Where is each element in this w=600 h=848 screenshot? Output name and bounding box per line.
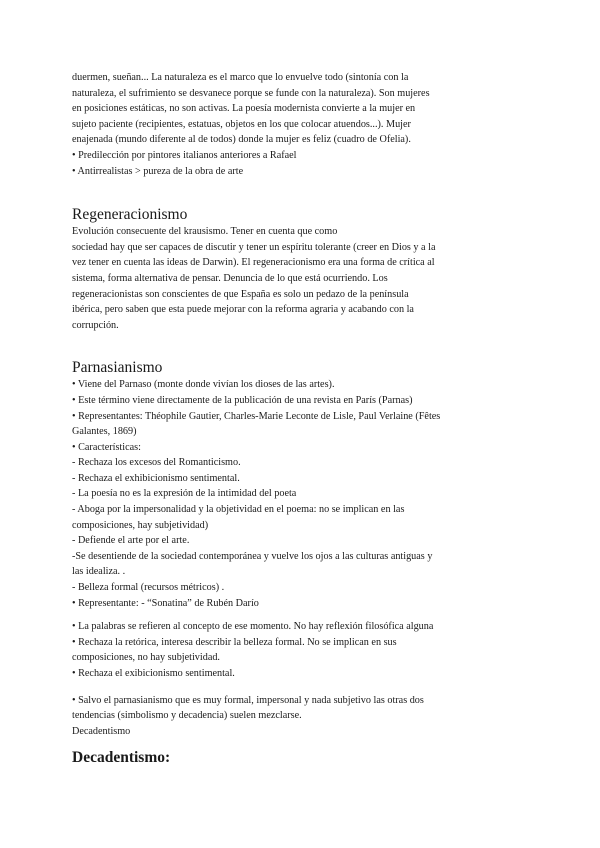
text-line: composiciones, hay subjetividad) (72, 519, 209, 531)
dash-item: - Rechaza los excesos del Romanticismo. (72, 457, 241, 469)
text-line: sistema, forma alternativa de pensar. Denuncia de lo que está ocurriendo. Los (72, 272, 388, 284)
dash-item: - Rechaza el exhibicionismo sentimental. (72, 472, 240, 484)
bullet-item: • Rechaza la retórica, interesa describir la belleza formal. No se implican en sus (72, 636, 397, 648)
bullet-item: • Representante: - “Sonatina” de Rubén Darío (72, 597, 259, 609)
text-line: composiciones, no hay subjetividad. (72, 652, 220, 664)
intro-paragraph (72, 70, 542, 179)
text-line: regeneracionistas son conscientes de que España es solo un pedazo de la península (72, 288, 409, 300)
parnasianismo-list (72, 377, 542, 611)
text-line: Evolución consecuente del krausismo. Tener en cuenta que como (72, 226, 338, 238)
bullet-item: • La palabras se refieren al concepto de ese momento. No hay reflexión filosófica alguna (72, 621, 434, 633)
bullet-item: • Predilección por pintores italianos anteriores a Rafael (72, 149, 297, 161)
section-title-parnasianismo: Parnasianismo (72, 359, 163, 377)
text-line: sociedad hay que ser capaces de discutir y tener un espíritu tolerante (creer en Dios y a la (72, 241, 436, 253)
text-line: sujeto paciente (recipientes, estatuas, objetos en los que colocar atuendos...). Mujer (72, 118, 411, 130)
bullet-item: • Viene del Parnaso (monte donde vivían los dioses de las artes). (72, 379, 335, 391)
text-line: en posiciones estáticas, no son activas. La poesía modernista convierte a la mujer en (72, 103, 416, 115)
text-line: tendencias (simbolismo y decadencia) suelen mezclarse. (72, 710, 302, 722)
text-line: Galantes, 1869) (72, 426, 137, 438)
section-title-decadentismo: Decadentismo: (72, 749, 171, 767)
parnasianismo-notes (72, 619, 542, 681)
text-line: corrupción. (72, 319, 119, 331)
bullet-item: • Salvo el parnasianismo que es muy formal, impersonal y nada subjetivo las otras dos (72, 694, 424, 706)
dash-item: - La poesía no es la expresión de la intimidad del poeta (72, 488, 297, 500)
regeneracionismo-paragraph (72, 224, 542, 333)
dash-item: - Belleza formal (recursos métricos) . (72, 582, 225, 594)
section-title-regeneracionismo: Regeneracionismo (72, 206, 188, 224)
bullet-item: • Antirrealistas > pureza de la obra de arte (72, 165, 244, 177)
text-line: las idealiza. . (72, 566, 126, 578)
parnasianismo-closing (72, 693, 542, 740)
document-page (72, 70, 542, 767)
text-line: ibérica, pero saben que esta puede mejorar con la reforma agraria y acabando con la (72, 304, 414, 316)
dash-item: - Aboga por la impersonalidad y la objetividad en el poema: no se implican en las (72, 504, 405, 516)
bullet-item: • Representantes: Théophile Gautier, Charles-Marie Leconte de Lisle, Paul Verlaine (Fêtes (72, 410, 441, 422)
dash-item: -Se desentiende de la sociedad contemporánea y vuelve los ojos a las culturas antiguas y (72, 550, 433, 562)
dash-item: - Defiende el arte por el arte. (72, 535, 190, 547)
text-line: vez tener en cuenta las ideas de Darwin). El regeneracionismo era una forma de crítica al (72, 257, 435, 269)
text-line: enajenada (mundo diferente al de todos) donde la mujer es feliz (cuadro de Ofelia). (72, 134, 411, 146)
bullet-item: • Rechaza el exibicionismo sentimental. (72, 668, 235, 679)
text-line: Decadentismo (72, 725, 131, 737)
bullet-item: • Características: (72, 441, 141, 453)
text-line: duermen, sueñan... La naturaleza es el marco que lo envuelve todo (sintonía con la (72, 72, 409, 83)
bullet-item: • Este término viene directamente de la publicación de una revista en París (Parnas) (72, 394, 413, 406)
text-line: naturaleza, el sufrimiento se desvanece porque se funde con la naturaleza). Son mujeres (72, 87, 430, 99)
